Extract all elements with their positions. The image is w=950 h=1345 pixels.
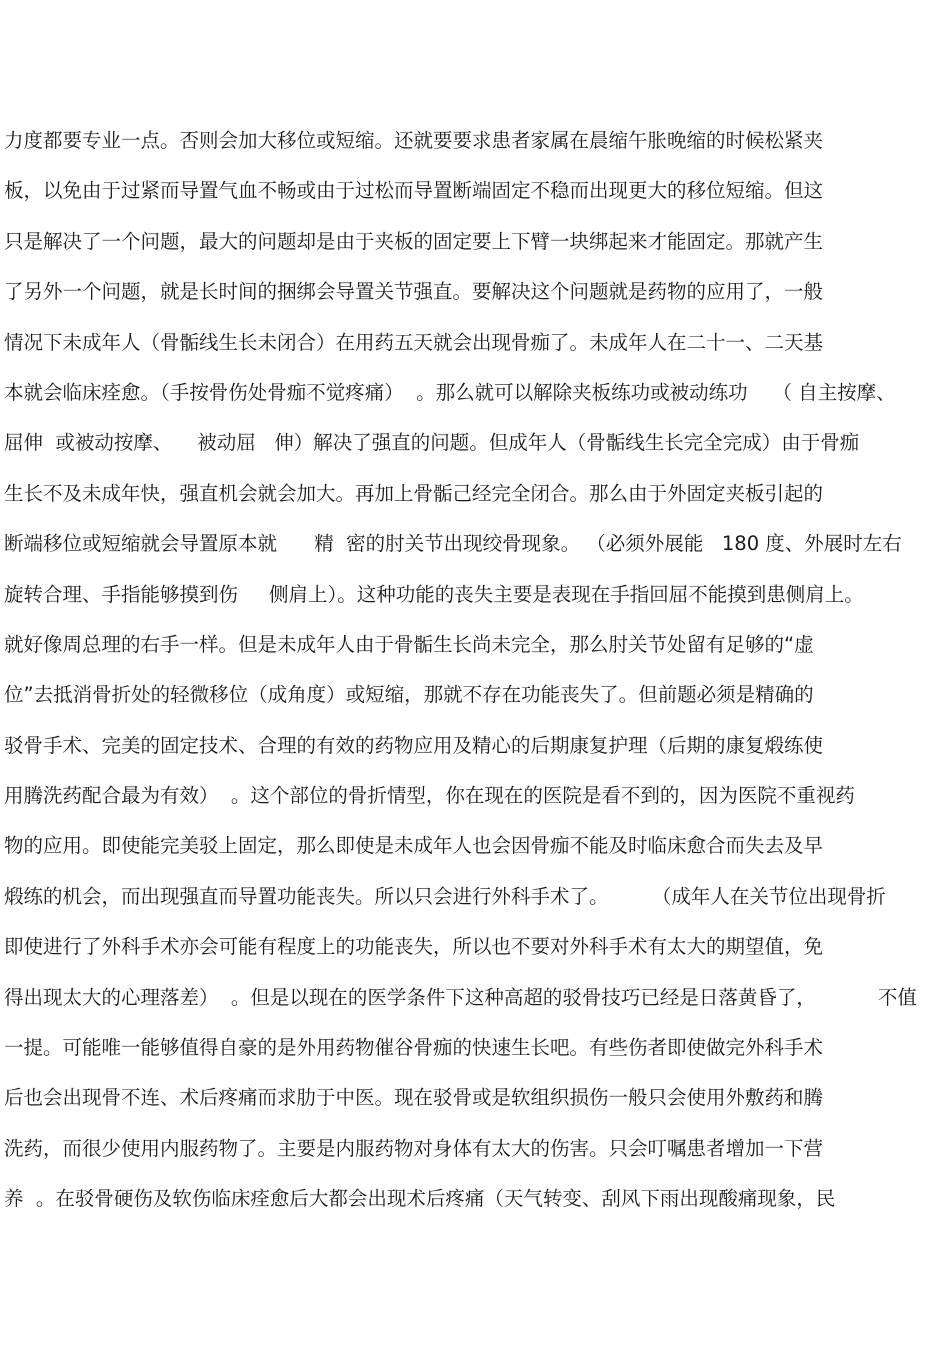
body-text (4, 124, 946, 1233)
text-line-13: 驳骨手术、完美的固定技术、合理的有效的药物应用及精心的后期康复护理（后期的康复煅练使 (4, 733, 824, 757)
text-line-19: 一提。可能唯一能够值得自豪的是外用药物催谷骨痂的快速生长吧。有些伤者即使做完外科手术 (4, 1036, 824, 1060)
text-line-4: 了另外一个问题，就是长时间的捆绑会导置关节强直。要解决这个问题就是药物的应用了，一般 (4, 280, 824, 304)
text-line-16: 煅练的机会，而出现强直而导置功能丧失。所以只会进行外科手术了。 （成年人在关节位出现骨折 (4, 884, 886, 908)
text-line-21: 洗药，而很少使用内服药物了。主要是内服药物对身体有太大的伤害。只会叮嘱患者增加一下营 (4, 1136, 824, 1160)
text-line-20: 后也会出现骨不连、术后疼痛而求肋于中医。现在驳骨或是软组织损伤一般只会使用外敷药和腾 (4, 1086, 824, 1110)
text-line-6: 本就会临床痊愈。（手按骨伤处骨痂不觉疼痛） 。那么就可以解除夹板练功或被动练功 （ 自主按摩、 (4, 380, 896, 404)
text-line-10: 旋转合理、手指能够摸到伤 侧肩上）。这种功能的丧失主要是表现在手指回屈不能摸到患侧肩上。 (4, 582, 864, 606)
text-line-2: 板，以免由于过紧而导置气血不畅或由于过松而导置断端固定不稳而出现更大的移位短缩。但这 (4, 179, 824, 203)
text-line-18: 得出现太大的心理落差） 。但是以现在的医学条件下这种高超的驳骨技巧已经是日落黄昏了， 不值 (4, 985, 917, 1009)
text-line-14: 用腾洗药配合最为有效） 。这个部位的骨折情型，你在现在的医院是看不到的，因为医院不重视药 (4, 784, 855, 808)
text-line-22: 养 。在驳骨硬伤及软伤临床痊愈后大都会出现术后疼痛（天气转变、刮风下雨出现酸痛现象，民 (4, 1187, 836, 1211)
text-line-7: 屈伸 或被动按摩、 被动屈 伸）解决了强直的问题。但成年人（骨骺线生长完全完成）由于骨痂 (4, 431, 860, 455)
text-line-3: 只是解决了一个问题，最大的问题却是由于夹板的固定要上下臂一块绑起来才能固定。那就产生 (4, 229, 824, 253)
text-line-8: 生长不及未成年快，强直机会就会加大。再加上骨骺己经完全闭合。那么由于外固定夹板引起的 (4, 481, 824, 505)
text-line-9: 断端移位或短缩就会导置原本就 精 密的肘关节出现绞骨现象。 （必须外展能 180 度、外展时左右 (4, 532, 902, 556)
text-line-12: 位”去抵消骨折处的轻微移位（成角度）或短缩，那就不存在功能丧失了。但前题必须是精确的 (4, 683, 814, 707)
text-line-1: 力度都要专业一点。否则会加大移位或短缩。还就要要求患者家属在晨缩午胀晚缩的时候松紧夹 (4, 129, 824, 152)
text-line-17: 即使进行了外科手术亦会可能有程度上的功能丧失，所以也不要对外科手术有太大的期望值，免 (4, 935, 824, 959)
text-line-5: 情况下未成年人（骨骺线生长未闭合）在用药五天就会出现骨痂了。未成年人在二十一、二天基 (4, 330, 824, 354)
text-line-11: 就好像周总理的右手一样。但是未成年人由于骨骺生长尚未完全，那么肘关节处留有足够的“虚 (4, 632, 814, 656)
text-line-15: 物的应用。即使能完美驳上固定，那么即使是未成年人也会因骨痂不能及时临床愈合而失去及早 (4, 834, 824, 858)
